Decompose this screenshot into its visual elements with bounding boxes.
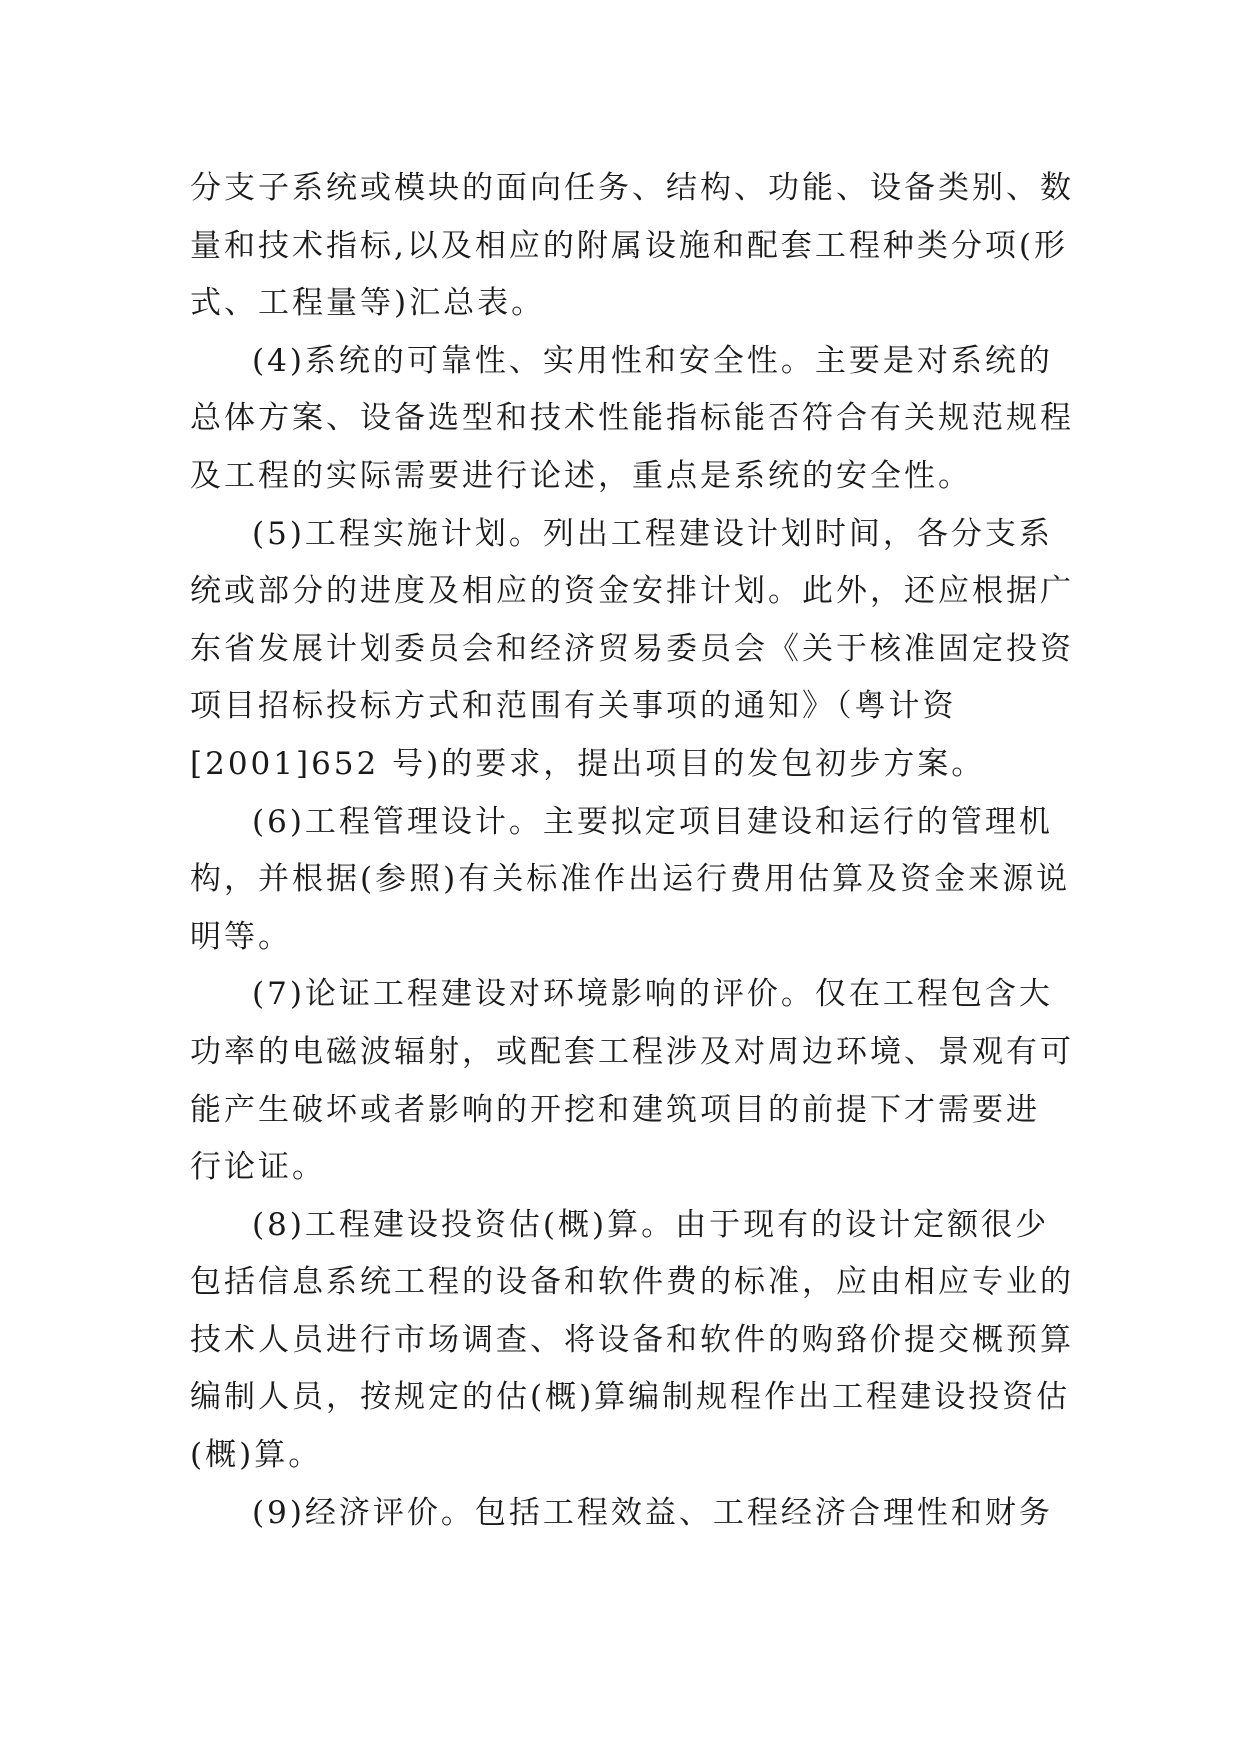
text-line: 统或部分的进度及相应的资金安排计划。此外，还应根据广 [190, 573, 1074, 610]
paragraph-4-start: (4)系统的可靠性、实用性和安全性。主要是对系统的 [252, 342, 1053, 379]
text-line: 量和技术指标,以及相应的附属设施和配套工程种类分项(形 [190, 227, 1068, 264]
body-text [190, 160, 1074, 1542]
text-line: [2001]652 号)的要求，提出项目的发包初步方案。 [190, 745, 986, 782]
text-line: 东省发展计划委员会和经济贸易委员会《关于核准固定投资 [190, 630, 1074, 667]
text-line: 明等。 [190, 918, 292, 955]
text-line: 包括信息系统工程的设备和软件费的标准，应由相应专业的 [190, 1264, 1074, 1301]
paragraph-5-start: (5)工程实施计划。列出工程建设计划时间，各分支系 [252, 515, 1053, 552]
paragraph-8-start: (8)工程建设投资估(概)算。由于现有的设计定额很少 [252, 1206, 1050, 1243]
text-line: 功率的电磁波辐射，或配套工程涉及对周边环境、景观有可 [190, 1033, 1074, 1070]
text-line: 行论证。 [190, 1149, 326, 1186]
text-line: 总体方案、设备选型和技术性能指标能否符合有关规范规程 [190, 400, 1074, 437]
paragraph-9-start: (9)经济评价。包括工程效益、工程经济合理性和财务 [252, 1494, 1053, 1531]
text-line: 项目招标投标方式和范围有关事项的通知》（粤计资 [190, 688, 957, 725]
text-line: 编制人员，按规定的估(概)算编制规程作出工程建设投资估 [190, 1379, 1071, 1416]
text-line: 式、工程量等)汇总表。 [190, 285, 546, 322]
text-line: 能产生破坏或者影响的开挖和建筑项目的前提下才需要进 [190, 1091, 1040, 1128]
text-line: 分支子系统或模块的面向任务、结构、功能、设备类别、数 [190, 170, 1074, 206]
paragraph-7-start: (7)论证工程建设对环境影响的评价。仅在工程包含大 [252, 976, 1053, 1013]
paragraph-6-start: (6)工程管理设计。主要拟定项目建设和运行的管理机 [252, 803, 1053, 840]
text-line: (概)算。 [190, 1437, 323, 1474]
text-line: 技术人员进行市场调查、将设备和软件的购臵价提交概预算 [190, 1321, 1074, 1358]
text-line: 构，并根据(参照)有关标准作出运行费用估算及资金来源说 [190, 861, 1071, 898]
text-line: 及工程的实际需要进行论述，重点是系统的安全性。 [190, 457, 972, 494]
